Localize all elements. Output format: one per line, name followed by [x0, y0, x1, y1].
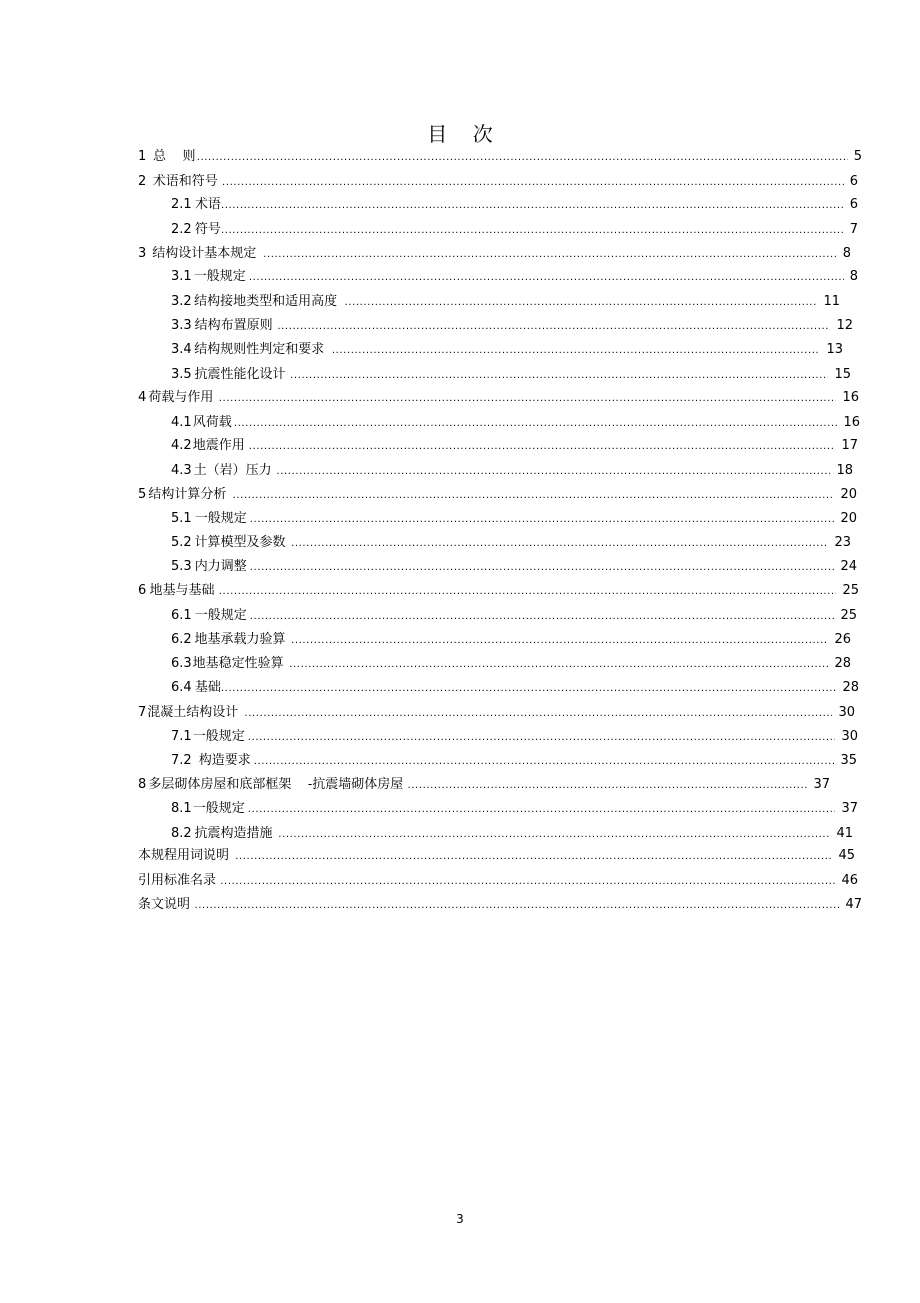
toc-entry-page: 37 [841, 801, 858, 816]
toc-entry-title: 符号 [194, 222, 221, 237]
toc-entry-title: 一般规定 [194, 511, 247, 526]
toc-dot-leader [244, 704, 832, 724]
toc-entry-title: 多层砌体房屋和底部框架 -抗震墙砌体房屋 [148, 777, 404, 792]
toc-entry-page: 6 [849, 197, 858, 212]
toc-entry[interactable] [138, 846, 855, 866]
toc-dot-leader [194, 896, 839, 916]
toc-entry[interactable] [171, 461, 853, 481]
toc-entry-number: 2 [138, 174, 147, 189]
toc-dot-leader [219, 389, 837, 409]
toc-entry[interactable] [138, 388, 859, 408]
toc-entry-number: 3.1 [171, 269, 192, 284]
toc-entry[interactable] [171, 316, 853, 336]
toc-dot-leader [332, 341, 821, 361]
toc-entry[interactable] [138, 703, 855, 723]
toc-entry-number: 2.1 [171, 197, 192, 212]
toc-entry[interactable] [171, 751, 857, 771]
toc-entry-title: 内力调整 [194, 559, 247, 574]
toc-dot-leader [291, 631, 828, 651]
toc-dot-leader [289, 655, 828, 675]
toc-entry[interactable] [138, 581, 859, 601]
toc-entry-page: 12 [836, 318, 853, 333]
toc-dot-leader [233, 486, 835, 506]
toc-entry[interactable] [171, 630, 851, 650]
toc-dot-leader [254, 752, 835, 772]
toc-entry[interactable] [138, 485, 857, 505]
toc-entry-title: 地基承载力验算 [194, 632, 286, 647]
toc-entry-title: 抗震构造措施 [194, 826, 273, 841]
toc-entry-title: 一般规定 [192, 729, 245, 744]
toc-entry-page: 35 [840, 753, 857, 768]
toc-entry[interactable] [171, 292, 840, 312]
toc-entry-number: 2.2 [171, 222, 192, 237]
toc-entry-number: 7.2 [171, 753, 192, 768]
toc-entry-number: 3.3 [171, 318, 192, 333]
toc-entry-title: 结构布置原则 [194, 318, 273, 333]
toc-dot-leader [235, 847, 832, 867]
toc-entry-title: 荷载与作用 [148, 390, 214, 405]
toc-entry-number: 5 [138, 487, 147, 502]
toc-entry[interactable] [171, 509, 857, 529]
toc-entry-page: 13 [826, 342, 843, 357]
toc-dot-leader [197, 148, 848, 168]
toc-entry[interactable] [171, 606, 857, 626]
toc-entry-page: 47 [845, 897, 862, 912]
toc-entry-title: 计算模型及参数 [194, 535, 286, 550]
toc-entry-page: 15 [834, 367, 851, 382]
toc-entry-page: 25 [840, 608, 857, 623]
page-title: 目 次 [427, 122, 493, 146]
toc-entry-title: 结构接地类型和适用高度 [194, 294, 338, 309]
toc-entry-title: 结构计算分析 [148, 487, 227, 502]
toc-entry-title: 构造要求 [198, 753, 251, 768]
toc-entry-title: 一般规定 [193, 269, 246, 284]
toc-entry-number: 6.2 [171, 632, 192, 647]
toc-entry-page: 11 [823, 294, 840, 309]
toc-entry-title: 抗震性能化设计 [194, 367, 286, 382]
toc-entry-number: 6.3 [171, 656, 192, 671]
toc-entry-page: 16 [842, 390, 859, 405]
toc-dot-leader [278, 825, 830, 845]
toc-dot-leader [219, 582, 837, 602]
toc-entry-title: 结构规则性判定和要求 [194, 342, 325, 357]
toc-entry-page: 8 [842, 246, 851, 261]
toc-entry[interactable] [138, 172, 858, 192]
toc-entry-number: 3.5 [171, 367, 192, 382]
toc-entry-page: 25 [842, 583, 859, 598]
toc-entry-number: 3.2 [171, 294, 192, 309]
toc-entry-title: 地基与基础 [149, 583, 215, 598]
toc-entry-page: 5 [853, 149, 862, 164]
toc-entry-title: 条文说明 [138, 897, 191, 912]
toc-entry[interactable] [171, 267, 858, 287]
toc-entry-title: 术语 [194, 197, 221, 212]
toc-entry-title: 混凝土结构设计 [147, 705, 239, 720]
toc-entry-title: 结构设计基本规定 [152, 246, 257, 261]
toc-entry-title: 风荷载 [192, 415, 232, 430]
toc-entry-page: 30 [841, 729, 858, 744]
toc-entry-title: 引用标准名录 [138, 873, 217, 888]
toc-entry-number: 6 [138, 583, 147, 598]
toc-dot-leader [345, 293, 818, 313]
toc-dot-leader [249, 437, 836, 457]
toc-dot-leader [249, 268, 844, 288]
toc-dot-leader [277, 317, 830, 337]
toc-entry-page: 20 [840, 511, 857, 526]
toc-entry-title: 一般规定 [192, 801, 245, 816]
toc-entry[interactable] [171, 727, 858, 747]
toc-entry-number: 8.2 [171, 826, 192, 841]
toc-entry-title: 基础 [194, 680, 221, 695]
toc-entry-number: 8 [138, 777, 147, 792]
toc-entry-number: 6.1 [171, 608, 192, 623]
toc-entry-number: 5.3 [171, 559, 192, 574]
toc-entry-number: 5.1 [171, 511, 192, 526]
toc-entry-number: 1 [138, 149, 147, 164]
toc-dot-leader [407, 776, 807, 796]
toc-entry-number: 7.1 [171, 729, 192, 744]
toc-entry-number: 4.2 [171, 438, 192, 453]
toc-dot-leader [220, 872, 835, 892]
toc-entry-page: 28 [834, 656, 851, 671]
toc-entry[interactable] [171, 799, 858, 819]
toc-entry-title: 本规程用词说明 [138, 848, 230, 863]
toc-entry-number: 4.3 [171, 463, 192, 478]
toc-entry-number: 4 [138, 390, 147, 405]
toc-dot-leader [221, 679, 837, 699]
toc-entry[interactable] [138, 244, 851, 264]
toc-entry[interactable] [171, 824, 853, 844]
toc-entry[interactable] [171, 654, 851, 674]
toc-entry-page: 23 [834, 535, 851, 550]
toc-entry-title: 地基稳定性验算 [192, 656, 284, 671]
toc-entry-title: 术语和符号 [152, 174, 218, 189]
toc-dot-leader [221, 196, 844, 216]
toc-entry-title: 土（岩）压力 [193, 463, 272, 478]
toc-entry-page: 20 [840, 487, 857, 502]
toc-entry[interactable] [171, 436, 858, 456]
toc-entry-title: 地震作用 [192, 438, 245, 453]
toc-entry[interactable] [171, 557, 857, 577]
toc-entry[interactable] [171, 678, 859, 698]
toc-entry-number: 4.1 [171, 415, 192, 430]
toc-dot-leader [221, 221, 844, 241]
toc-entry-page: 45 [838, 848, 855, 863]
toc-entry[interactable] [138, 895, 862, 915]
toc-entry-page: 26 [834, 632, 851, 647]
toc-entry-page: 16 [843, 415, 861, 430]
toc-dot-leader [291, 534, 828, 554]
toc-dot-leader [276, 462, 830, 482]
toc-dot-leader [290, 366, 828, 386]
toc-dot-leader [234, 414, 838, 434]
toc-dot-leader [250, 607, 835, 627]
toc-entry-page: 37 [813, 777, 830, 792]
toc-entry[interactable] [171, 340, 843, 360]
toc-entry-number: 8.1 [171, 801, 192, 816]
toc-entry[interactable] [138, 775, 830, 795]
toc-entry-page: 6 [849, 174, 858, 189]
toc-entry-page: 41 [836, 826, 853, 841]
toc-entry-page: 17 [841, 438, 858, 453]
toc-entry-page: 30 [838, 705, 855, 720]
toc-entry-number: 6.4 [171, 680, 192, 695]
toc-dot-leader [248, 800, 836, 820]
toc-dot-leader [250, 510, 835, 530]
toc-dot-leader [248, 728, 836, 748]
toc-entry[interactable] [171, 195, 858, 215]
toc-entry-page: 28 [842, 680, 859, 695]
toc-entry-number: 3.4 [171, 342, 192, 357]
toc-entry-page: 46 [841, 873, 858, 888]
toc-entry-page: 24 [840, 559, 857, 574]
toc-entry-page: 8 [849, 269, 859, 284]
toc-entry[interactable] [171, 365, 851, 385]
toc-entry[interactable] [171, 533, 851, 553]
toc-dot-leader [222, 173, 844, 193]
toc-entry[interactable] [171, 220, 858, 240]
toc-entry-page: 18 [836, 463, 854, 478]
toc-entry[interactable] [171, 413, 860, 433]
toc-entry-title: 总 则 [153, 149, 196, 164]
toc-dot-leader [250, 558, 835, 578]
toc-dot-leader [263, 245, 837, 265]
toc-entry[interactable] [138, 147, 862, 167]
page-number: 3 [456, 1212, 464, 1226]
toc-entry-number: 5.2 [171, 535, 192, 550]
toc-entry-title: 一般规定 [194, 608, 247, 623]
toc-entry-number: 3 [138, 246, 147, 261]
toc-entry-page: 7 [849, 222, 858, 237]
toc-entry[interactable] [138, 871, 858, 891]
toc-entry-number: 7 [138, 705, 147, 720]
